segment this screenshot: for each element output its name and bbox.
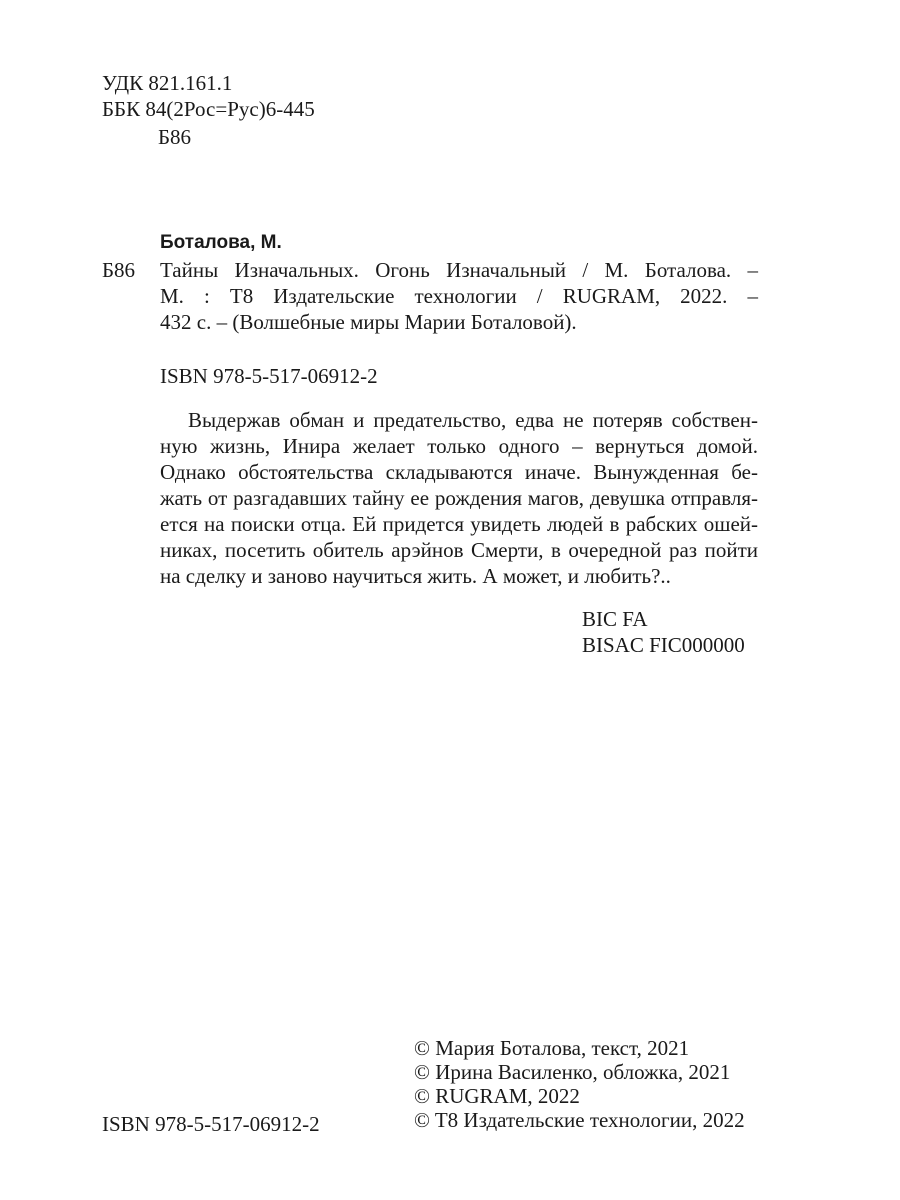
author-heading: Боталова, М.	[160, 232, 282, 253]
catalog-description	[160, 257, 758, 335]
copyright-line: © RUGRAM, 2022	[414, 1084, 580, 1108]
catalog-author-mark: Б86	[102, 258, 136, 282]
annotation-line: ную жизнь, Инира желает только одного – вернуться домой.	[160, 434, 758, 458]
annotation-line: Однако обстоятельства складываются иначе. Вынужденная бе-	[160, 460, 758, 484]
annotation-line: Выдержав обман и предательство, едва не потеряв собствен-	[188, 408, 758, 432]
catalog-line: 432 с. – (Волшебные миры Марии Боталовой).	[160, 310, 577, 334]
annotation-line: на сделку и заново научиться жить. А может, и любить?..	[160, 564, 671, 588]
bbk-code: ББК 84(2Рос=Рус)6-445	[102, 97, 315, 121]
bisac-code: BISAC FIC000000	[582, 633, 745, 657]
udk-code: УДК 821.161.1	[102, 71, 233, 95]
annotation-line: жать от разгадавших тайну ее рождения магов, девушка отправля-	[160, 486, 758, 510]
copyright-line: © Мария Боталова, текст, 2021	[414, 1036, 690, 1060]
copyright-line: © T8 Издательские технологии, 2022	[414, 1108, 745, 1132]
annotation-line: никах, посетить обитель арэйнов Смерти, в очередной раз пойти	[160, 538, 758, 562]
catalog-line: М. : T8 Издательские технологии / RUGRAM, 2022. –	[160, 284, 758, 308]
annotation-line: ется на поиски отца. Ей придется увидеть людей в рабских ошей-	[160, 512, 758, 536]
author-mark: Б86	[158, 125, 192, 149]
bic-code: BIC FA	[582, 607, 648, 631]
footer-isbn: ISBN 978-5-517-06912-2	[102, 1112, 320, 1136]
catalog-line: Тайны Изначальных. Огонь Изначальный / М. Боталова. –	[160, 258, 758, 282]
annotation-paragraph	[160, 407, 758, 589]
catalog-isbn: ISBN 978-5-517-06912-2	[160, 364, 378, 388]
copyright-line: © Ирина Василенко, обложка, 2021	[414, 1060, 731, 1084]
